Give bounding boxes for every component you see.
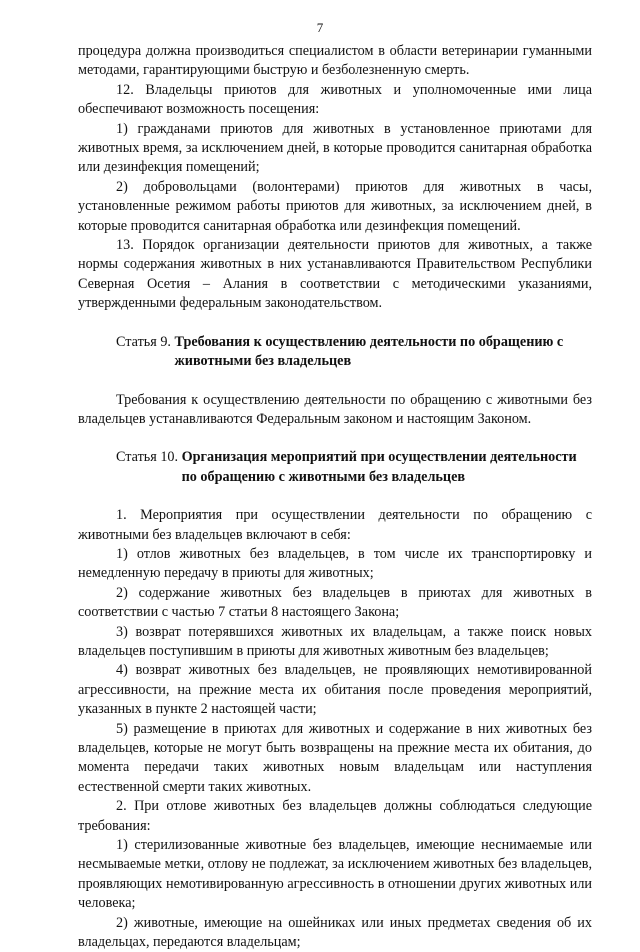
article-10-paragraph: 4) возврат животных без владельцев, не проявляющих немотивированной агрессивности, на прежние места их обитания после проведения мероприятий, указанных в пункте 2 настоящей части; (78, 662, 592, 718)
page-number: 7 (316, 20, 324, 35)
article-10-paragraph: 2. При отлове животных без владельцев должны соблюдаться следующие требования: (78, 798, 592, 834)
article-10-body (78, 506, 592, 952)
article-10-paragraph: 2) животные, имеющие на ошейниках или иных предметах сведения об их владельцах, передаются владельцам; (78, 914, 592, 951)
article-10-paragraph: 5) размещение в приютах для животных и содержание в них животных без владельцев, которые не могут быть возвращены на прежние места их обитания, до момента передачи таких животных новым владельцам или наступления естественной смерти таких животных. (78, 720, 592, 795)
article-10-label: Статья 10. (116, 449, 182, 466)
paragraph-item-13: 13. Порядок организации деятельности приютов для животных, а также нормы содержания животных в них устанавливаются Правительством Республики Северная Осетия – Алания в соответствии с методическими указаниями, утвержденными федеральным законодательством. (78, 237, 592, 312)
paragraph-item-12: 12. Владельцы приютов для животных и уполномоченные ими лица обеспечивают возможность посещения: (78, 81, 592, 118)
article-10-paragraph: 1) отлов животных без владельцев, в том числе их транспортировку и немедленную передачу в приюты для животных; (78, 545, 592, 582)
article-10-paragraph: 3) возврат потерявшихся животных их владельцам, а также поиск новых владельцев поступившим в приюты для животных животным без владельцев; (78, 623, 592, 659)
article-9-heading (78, 333, 592, 372)
paragraph-item-12-2: 2) добровольцами (волонтерами) приютов для животных в часы, установленные режимом работы приютов для животных, за исключением дней, в которые проводится санитарная обработка или дезинфекция помещений. (78, 178, 592, 234)
article-10-paragraph: 2) содержание животных без владельцев в приютах для животных в соответствии с частью 7 статьи 8 настоящего Закона; (78, 584, 592, 621)
article-9-label: Статья 9. (116, 333, 175, 350)
paragraph-continuation: процедура должна производиться специалистом в области ветеринарии гуманными методами, гарантирующими быструю и безболезненную смерть. (78, 43, 592, 79)
article-9-title: Требования к осуществлению деятельности по обращению с животными без владельцев (174, 333, 564, 370)
article-10-paragraph: 1. Мероприятия при осуществлении деятельности по обращению с животными без владельцев включают в себя: (78, 507, 592, 543)
document-body (78, 42, 592, 952)
article-10-paragraph: 1) стерилизованные животные без владельцев, имеющие неснимаемые или несмываемые метки, отлову не подлежат, за исключением животных без владельцев, проявляющих немотивированную агрессивность в отношении других животных или человека; (78, 837, 592, 912)
paragraph-item-12-1: 1) гражданами приютов для животных в установленное приютами для животных время, за исключением дней, в которые проводится санитарная обработка или дезинфекция помещений; (78, 120, 592, 176)
article-9-body: Требования к осуществлению деятельности по обращению с животными без владельцев устанавливаются Федеральным законом и настоящим Законом. (78, 391, 592, 427)
article-10-heading (78, 448, 592, 487)
article-10-title: Организация мероприятий при осуществлении деятельности по обращению с животными без владельцев (181, 449, 577, 485)
